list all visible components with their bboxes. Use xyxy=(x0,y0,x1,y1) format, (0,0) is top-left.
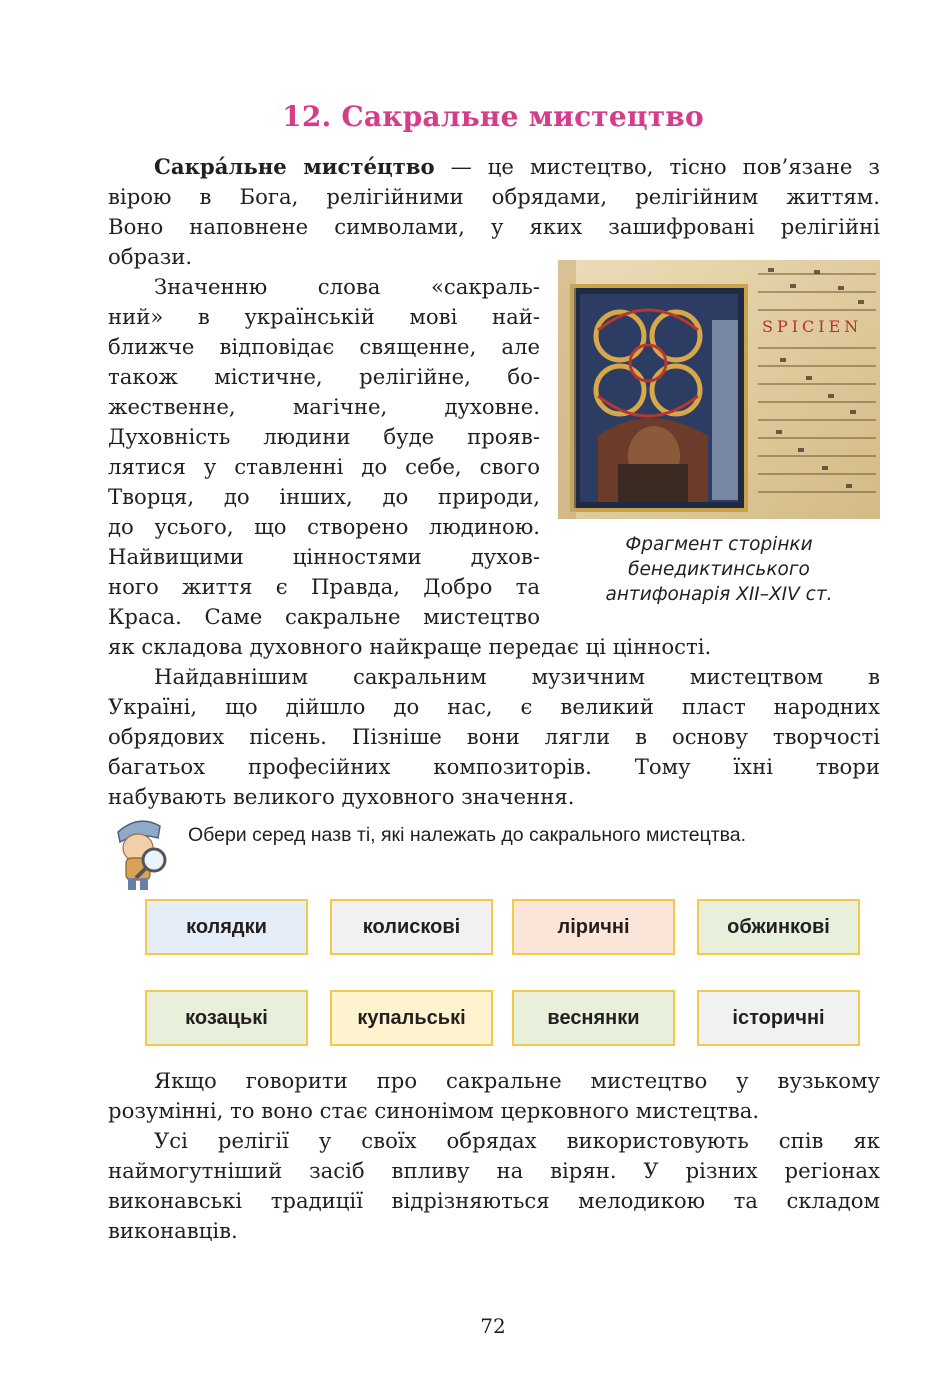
option-chip[interactable] xyxy=(145,899,308,955)
intro-line: Воно наповнене символами, у яких зашифровані релігійні xyxy=(108,214,880,239)
wrapped-paragraph xyxy=(108,272,540,632)
intro-line: вірою в Бога, релігійними обрядами, релігійним життям. xyxy=(108,184,880,209)
text-line: Краса. Саме сакральне мистецтво xyxy=(108,604,540,629)
option-chip[interactable] xyxy=(330,990,493,1046)
text-line: Творця, до інших, до природи, xyxy=(108,484,540,509)
page-title: 12. Сакральне мистецтво xyxy=(282,100,704,133)
caption-line: антифонарія XII–XIV ст. xyxy=(605,584,833,605)
text-line: до усього, що створено людиною. xyxy=(108,514,540,539)
intro-paragraph xyxy=(108,152,880,272)
option-label: ліричні xyxy=(557,915,630,938)
option-label: обжинкові xyxy=(727,915,830,938)
antiphonary-illustration xyxy=(558,260,880,519)
text-line: ближче відповідає священне, але xyxy=(108,334,540,359)
caption-line: бенедиктинського xyxy=(628,559,810,580)
option-label: історичні xyxy=(732,1006,825,1029)
text-line: лятися у ставленні до себе, свого xyxy=(108,454,540,479)
image-caption xyxy=(558,532,880,607)
text-line: жественне, магічне, духовне. xyxy=(108,394,540,419)
text-line: Найвищими цінностями духов- xyxy=(108,544,540,569)
text-line: Усі релігії у своїх обрядах використовують спів як xyxy=(154,1128,880,1153)
manuscript-image xyxy=(558,260,880,519)
text-line: виконавців. xyxy=(108,1218,238,1243)
text-line: Найдавнішим сакральним музичним мистецтвом в xyxy=(154,664,880,689)
closing-paragraphs xyxy=(108,1066,880,1246)
caption-line: Фрагмент сторінки xyxy=(625,534,813,555)
text-line: наймогутніший засіб впливу на вірян. У різних регіонах xyxy=(108,1158,880,1183)
option-label: веснянки xyxy=(547,1006,640,1029)
text-line: ний» в українській мові най- xyxy=(108,304,540,329)
option-label: колядки xyxy=(186,915,267,938)
option-chip[interactable] xyxy=(145,990,308,1046)
text-line: виконавські традиції відрізняються мелодикою та складом xyxy=(108,1188,880,1213)
option-chip[interactable] xyxy=(330,899,493,955)
text-line: набувають великого духовного значення. xyxy=(108,784,575,809)
detective-magnifier-icon xyxy=(108,812,174,892)
option-chip[interactable] xyxy=(697,990,860,1046)
text-line: Значенню слова «сакраль- xyxy=(154,274,540,299)
task-prompt: Обери серед назв ті, які належать до сакральнoго мистецтва. xyxy=(188,824,747,846)
continued-paragraphs xyxy=(108,632,880,812)
intro-line: образи. xyxy=(108,244,193,269)
text-line: ного життя є Правда, Добро та xyxy=(108,574,540,599)
page-number: 72 xyxy=(480,1314,506,1338)
text-line: Духовність людини буде прояв- xyxy=(108,424,540,449)
option-chip[interactable] xyxy=(512,899,675,955)
text-line: обрядових пісень. Пізніше вони лягли в основу творчості xyxy=(108,724,880,749)
intro-line: Сакра́льне мисте́цтво — це мистецтво, тісно пов’язане з xyxy=(154,154,880,179)
text-line: Україні, що дійшло до нас, є великий пласт народних xyxy=(108,694,880,719)
text-line: як складова духовного найкраще передає ці цінності. xyxy=(108,634,712,659)
option-label: козацькі xyxy=(185,1006,268,1029)
term-bold: Сакра́льне мисте́цтво xyxy=(154,154,435,179)
option-chip[interactable] xyxy=(512,990,675,1046)
option-label: купальські xyxy=(357,1006,466,1029)
option-chip[interactable] xyxy=(697,899,860,955)
manuscript-letters: SPICIEN xyxy=(762,317,863,336)
text-line: багатьох професійних композиторів. Тому їхні твори xyxy=(108,754,880,779)
text-line: розумінні, то воно стає синонімом церковного мистецтва. xyxy=(108,1098,760,1123)
text-line: Якщо говорити про сакральне мистецтво у вузькому xyxy=(154,1068,880,1093)
text-line: також містичне, релігійне, бо- xyxy=(108,364,540,389)
option-label: колискові xyxy=(362,915,461,938)
